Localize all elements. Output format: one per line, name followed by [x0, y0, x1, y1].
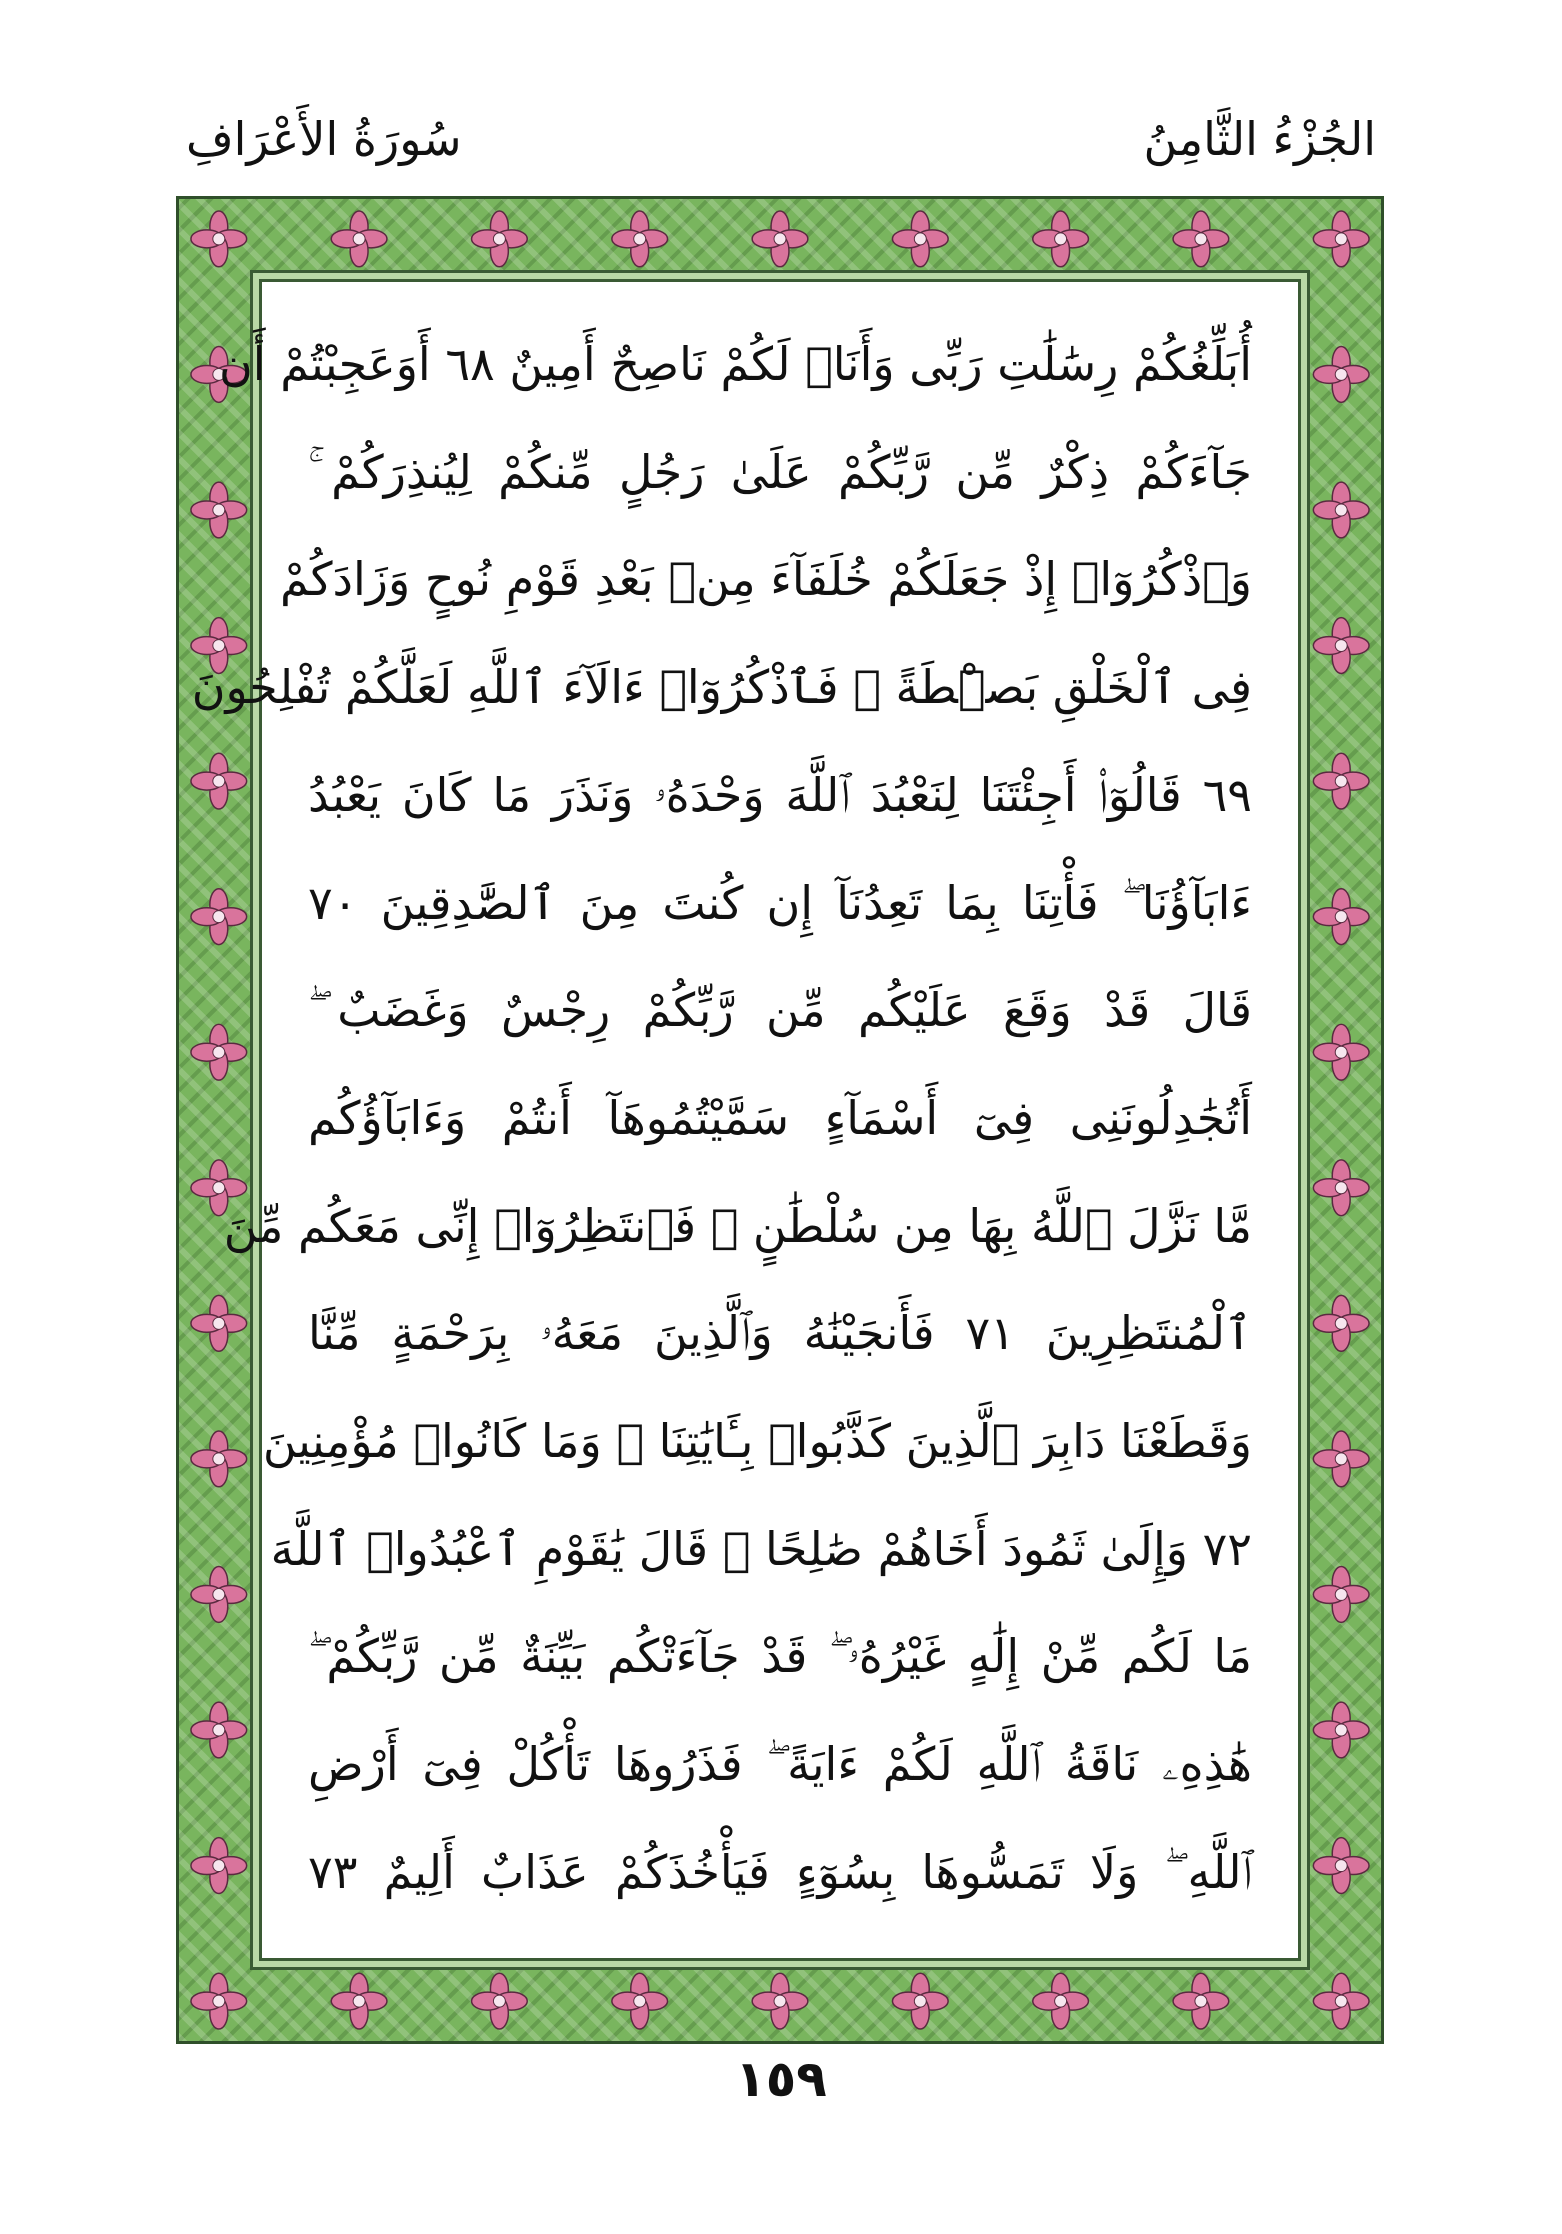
flower-ornament — [1313, 1702, 1369, 1758]
verse-line: جَآءَكُمْ ذِكْرٌ مِّن رَّبِّكُمْ عَلَىٰ رَجُلٍ مِّنكُمْ لِيُنذِرَكُمْ ۚ — [308, 444, 1252, 499]
verse-line: وَقَطَعْنَا دَابِرَ ٱلَّذِينَ كَذَّبُوا۟ بِـَٔايَٰتِنَا ۖ وَمَا كَانُوا۟ مُؤْمِنِينَ — [262, 1414, 1252, 1469]
flower-ornament — [191, 753, 247, 809]
flower-ornament — [191, 1431, 247, 1487]
flower-ornament — [612, 1973, 668, 2029]
flower-ornament — [191, 211, 247, 267]
verse-line: وَٱذْكُرُوٓا۟ إِذْ جَعَلَكُمْ خُلَفَآءَ مِنۢ بَعْدِ قَوْمِ نُوحٍ وَزَادَكُمْ — [280, 552, 1252, 607]
verse-line: ٧٢ وَإِلَىٰ ثَمُودَ أَخَاهُمْ صَٰلِحًا ۗ قَالَ يَٰقَوْمِ ٱعْبُدُوا۟ ٱللَّهَ — [270, 1521, 1252, 1576]
surah-title: سُورَةُ الأَعْرَافِ — [186, 112, 462, 166]
text-panel — [191, 279, 1301, 1961]
flower-ornament — [892, 1973, 948, 2029]
flower-ornament — [1173, 211, 1229, 267]
flower-ornament — [1033, 1973, 1089, 2029]
verse-line: ءَابَآؤُنَا ۖ فَأْتِنَا بِمَا تَعِدُنَآ إِن كُنتَ مِنَ ٱلصَّٰدِقِينَ ٧٠ — [308, 875, 1252, 930]
flower-ornament — [191, 1567, 247, 1623]
verse-line: مَّا نَزَّلَ ٱللَّهُ بِهَا مِن سُلْطَٰنٍ ۚ فَٱنتَظِرُوٓا۟ إِنِّى مَعَكُم مِّنَ — [223, 1198, 1252, 1253]
flower-ornament — [752, 1973, 808, 2029]
verse-line: فِى ٱلْخَلْقِ بَصْۜطَةً ۖ فَٱذْكُرُوٓا۟ ءَالَآءَ ٱللَّهِ لَعَلَّكُمْ تُفْلِحُونَ — [191, 660, 1252, 715]
flower-ornament — [1313, 1024, 1369, 1080]
flower-ornament — [1173, 1973, 1229, 2029]
verse-line: قَالَ قَدْ وَقَعَ عَلَيْكُم مِّن رَّبِّكُمْ رِجْسٌ وَغَضَبٌ ۖ — [308, 983, 1252, 1038]
flower-ornament — [191, 482, 247, 538]
flower-ornament — [191, 889, 247, 945]
flower-ornament — [331, 1973, 387, 2029]
flower-ornament — [1313, 1973, 1369, 2029]
verse-line: أُبَلِّغُكُمْ رِسَٰلَٰتِ رَبِّى وَأَنَا۠ لَكُمْ نَاصِحٌ أَمِينٌ ٦٨ أَوَعَجِبْتُمْ أَن — [219, 337, 1252, 391]
verse-line: أَتُجَٰدِلُونَنِى فِىٓ أَسْمَآءٍ سَمَّيْتُمُوهَآ أَنتُمْ وَءَابَآؤُكُم — [308, 1090, 1252, 1145]
flower-ornament — [191, 1838, 247, 1894]
verse-line: هَٰذِهِۦ نَاقَةُ ٱللَّهِ لَكُمْ ءَايَةً ۖ فَذَرُوهَا تَأْكُلْ فِىٓ أَرْضِ — [308, 1737, 1252, 1792]
flower-ornament — [1313, 889, 1369, 945]
flower-ornament — [191, 1024, 247, 1080]
flower-ornament — [472, 1973, 528, 2029]
flower-ornament — [1313, 1160, 1369, 1216]
verse-line: ٱللَّهِ ۖ وَلَا تَمَسُّوهَا بِسُوٓءٍ فَيَأْخُذَكُمْ عَذَابٌ أَلِيمٌ ٧٣ — [308, 1844, 1252, 1899]
flower-ornament — [1313, 1567, 1369, 1623]
juz-title: الجُزْءُ الثَّامِنُ — [1143, 112, 1376, 166]
verse-line: ٱلْمُنتَظِرِينَ ٧١ فَأَنجَيْنَٰهُ وَٱلَّذِينَ مَعَهُۥ بِرَحْمَةٍ مِّنَّا — [308, 1306, 1252, 1361]
flower-ornament — [1313, 482, 1369, 538]
verse-lines — [191, 318, 1252, 1918]
page-number: ١٥٩ — [735, 2050, 827, 2108]
flower-ornament — [472, 211, 528, 267]
flower-ornament — [612, 211, 668, 267]
flower-ornament — [1313, 1295, 1369, 1351]
flower-ornament — [1313, 211, 1369, 267]
verse-line: مَا لَكُم مِّنْ إِلَٰهٍ غَيْرُهُۥ ۖ قَدْ جَآءَتْكُم بَيِّنَةٌ مِّن رَّبِّكُمْ ۖ — [308, 1629, 1252, 1684]
flower-ornament — [752, 211, 808, 267]
flower-ornament — [892, 211, 948, 267]
flower-ornament — [191, 1973, 247, 2029]
verse-line: ٦٩ قَالُوٓا۟ أَجِئْتَنَا لِنَعْبُدَ ٱللَّهَ وَحْدَهُۥ وَنَذَرَ مَا كَانَ يَعْبُدُ — [308, 767, 1252, 822]
flower-ornament — [1313, 618, 1369, 674]
flower-ornament — [1033, 211, 1089, 267]
flower-ornament — [1313, 753, 1369, 809]
flower-ornament — [331, 211, 387, 267]
flower-ornament — [1313, 347, 1369, 403]
flower-ornament — [191, 1702, 247, 1758]
flower-ornament — [1313, 1431, 1369, 1487]
ornamental-border — [176, 196, 1384, 2044]
flower-ornament — [1313, 1838, 1369, 1894]
flower-ornament — [191, 1295, 247, 1351]
